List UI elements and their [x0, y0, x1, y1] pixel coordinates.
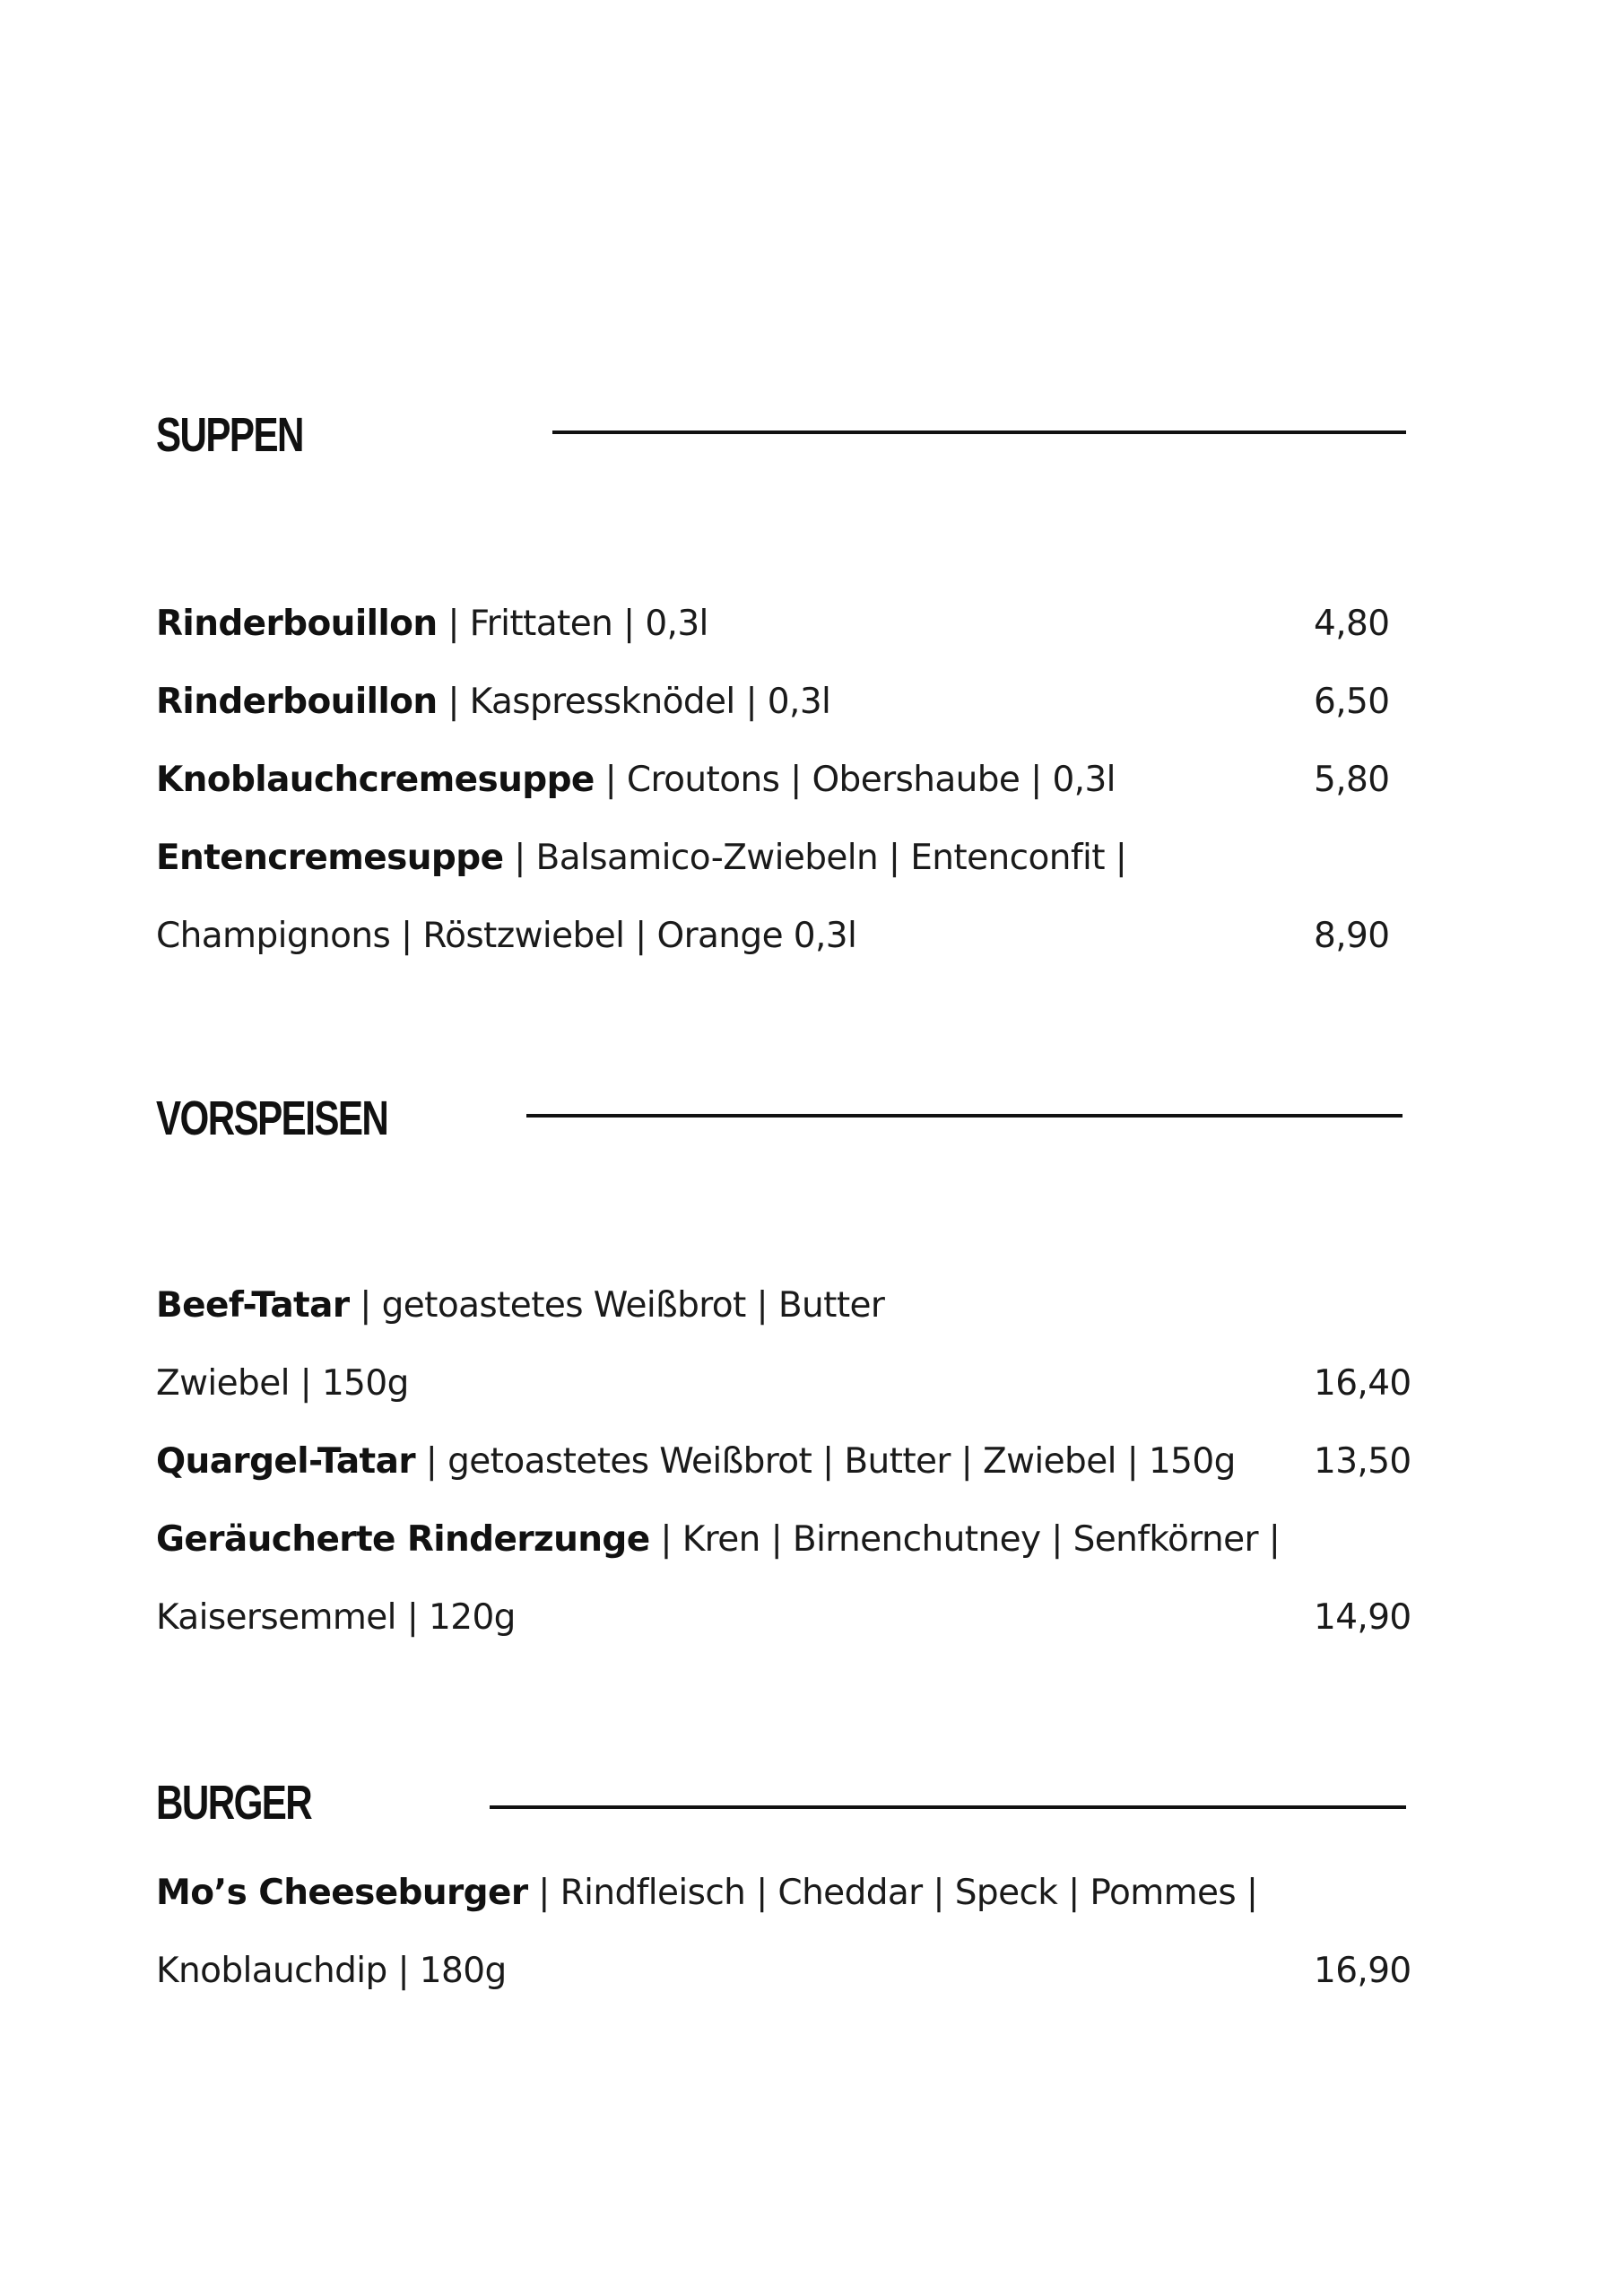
menu-item — [156, 1519, 1281, 1560]
menu-item — [156, 1873, 1258, 1913]
section-divider — [552, 430, 1406, 434]
menu-item — [156, 838, 1127, 878]
dish-name: Rinderbouillon — [156, 682, 438, 722]
dish-name: Entencremesuppe — [156, 838, 504, 878]
section-heading-burger: BURGER — [156, 1776, 312, 1830]
dish-description: Kaisersemmel | 120g — [156, 1597, 516, 1638]
dish-name: Quargel-Tatar — [156, 1441, 415, 1482]
dish-description: Zwiebel | 150g — [156, 1363, 409, 1404]
section-heading-vorspeisen: VORSPEISEN — [156, 1091, 388, 1145]
dish-description: | Croutons | Obershaube | 0,3l — [594, 760, 1116, 800]
dish-price: 4,80 — [1314, 604, 1390, 644]
dish-price: 16,90 — [1314, 1951, 1411, 1991]
dish-name: Knoblauchcremesuppe — [156, 760, 595, 800]
menu-item — [156, 682, 831, 722]
dish-price: 5,80 — [1314, 760, 1390, 800]
dish-name: Beef-Tatar — [156, 1285, 350, 1326]
menu-item — [156, 1285, 885, 1326]
menu-item — [156, 604, 708, 644]
dish-description: | Kren | Birnenchutney | Senfkörner | — [649, 1519, 1281, 1560]
menu-item-continuation — [156, 1363, 409, 1404]
dish-description: | getoastetes Weißbrot | Butter | Zwiebel | 150g — [414, 1441, 1236, 1482]
menu-item-continuation — [156, 1951, 507, 1991]
section-heading-suppen: SUPPEN — [156, 408, 303, 462]
dish-description: | getoastetes Weißbrot | Butter — [349, 1285, 885, 1326]
dish-price: 6,50 — [1314, 682, 1390, 722]
dish-description: Champignons | Röstzwiebel | Orange 0,3l — [156, 916, 857, 956]
dish-price: 8,90 — [1314, 916, 1390, 956]
menu-item — [156, 760, 1116, 800]
dish-name: Rinderbouillon — [156, 604, 438, 644]
dish-description: | Kaspressknödel | 0,3l — [437, 682, 831, 722]
dish-price: 13,50 — [1314, 1441, 1411, 1482]
menu-item — [156, 1441, 1236, 1482]
section-divider — [490, 1805, 1406, 1809]
section-divider — [526, 1114, 1403, 1118]
dish-description: | Balsamico-Zwiebeln | Entenconfit | — [503, 838, 1127, 878]
dish-name: Geräucherte Rinderzunge — [156, 1519, 650, 1560]
menu-item-continuation — [156, 1597, 516, 1638]
dish-price: 16,40 — [1314, 1363, 1411, 1404]
dish-description: Knoblauchdip | 180g — [156, 1951, 507, 1991]
dish-description: | Rindfleisch | Cheddar | Speck | Pommes | — [527, 1873, 1258, 1913]
dish-name: Mo’s Cheeseburger — [156, 1873, 528, 1913]
dish-description: | Frittaten | 0,3l — [437, 604, 708, 644]
menu-item-continuation — [156, 916, 857, 956]
dish-price: 14,90 — [1314, 1597, 1411, 1638]
